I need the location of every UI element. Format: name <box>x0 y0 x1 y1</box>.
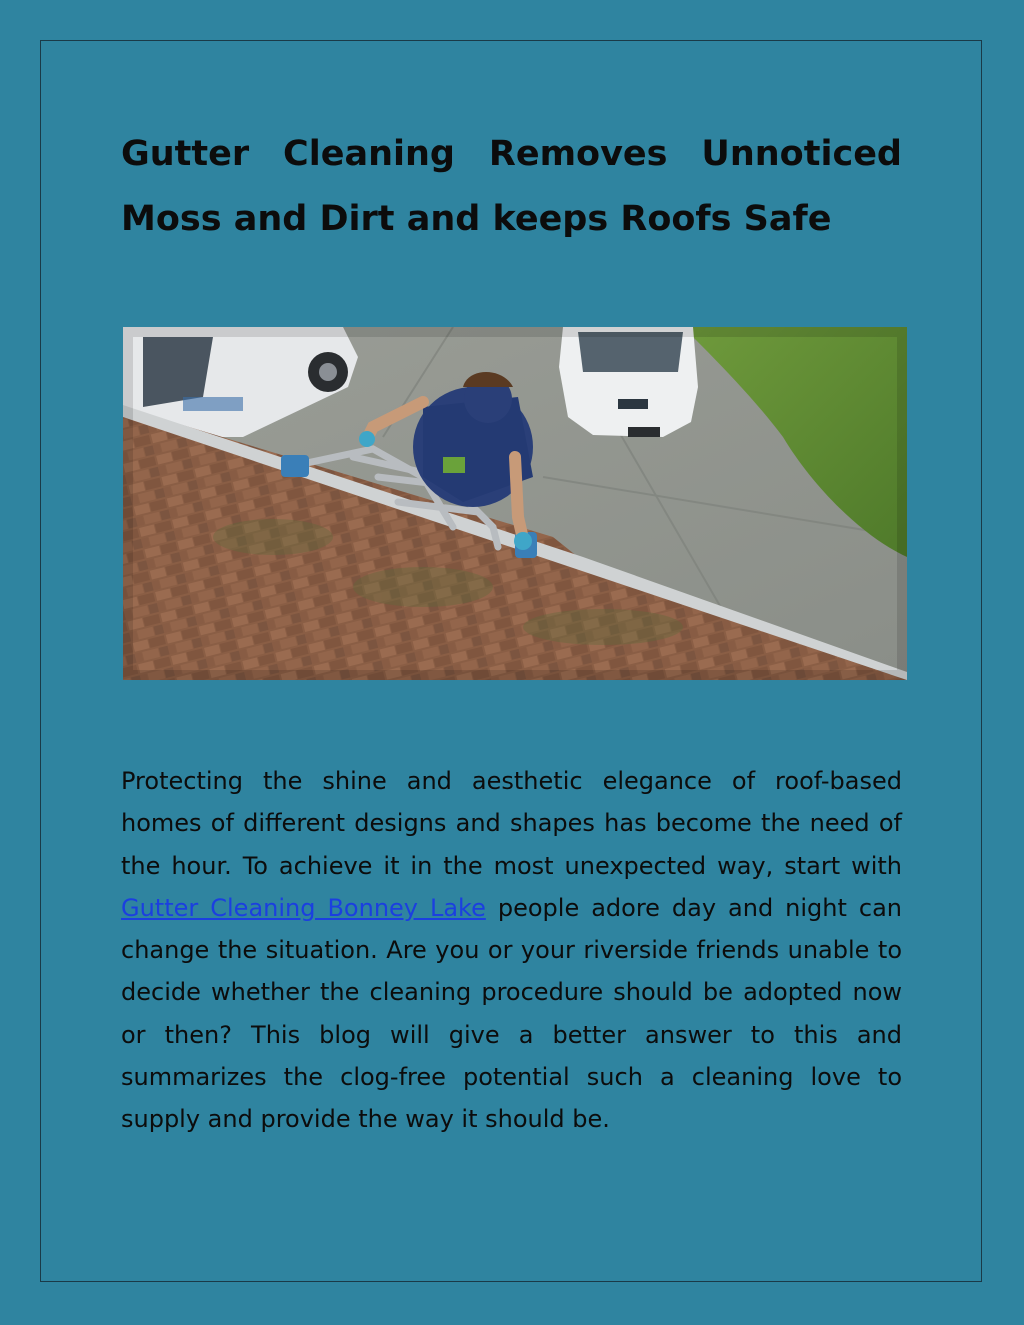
paragraph-text-before-link: Protecting the shine and aesthetic elegance of roof-based homes of different designs and shapes has become the need of the hour. To achieve it in the most unexpected way, start with <box>121 767 902 880</box>
body-paragraph <box>121 760 902 1141</box>
gutter-cleaning-photo <box>123 327 907 680</box>
gutter-cleaning-bonney-lake-link[interactable]: Gutter Cleaning Bonney Lake <box>121 893 486 922</box>
document-title: Gutter Cleaning Removes Unnoticed Moss and Dirt and keeps Roofs Safe <box>121 134 902 239</box>
paragraph-text-after-link: people adore day and night can change the situation. Are you or your riverside friends unable to decide whether the cleaning procedure should be adopted now or then? This blog will give a better answer to this and summarizes the clog-free potential such a cleaning love to supply and provide the way it should be. <box>121 893 903 1134</box>
